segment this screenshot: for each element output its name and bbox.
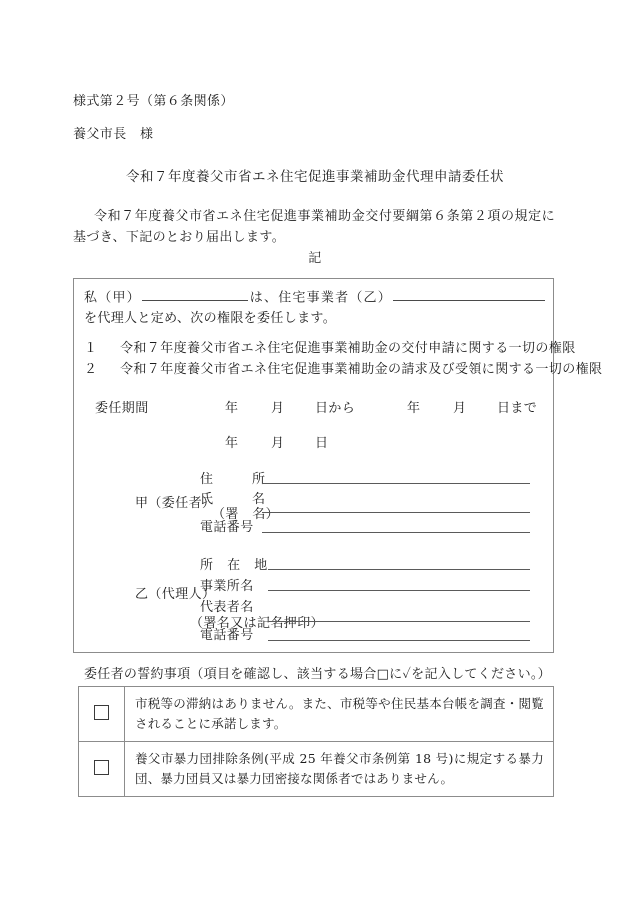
principal-label: 甲（委任者） — [135, 496, 216, 511]
delegation-sentence-part1: 私（甲） — [84, 290, 141, 306]
agent-representative-note: （署名又は記名押印） — [190, 616, 325, 631]
lead-paragraph — [73, 207, 555, 248]
submission-date-day[interactable]: 日 — [315, 436, 329, 451]
authority-item-2-text: 令和７年度養父市省エネ住宅促進事業補助金の請求及び受領に関する一切の権限 — [120, 362, 603, 377]
pledge-heading: 委任者の誓約事項（項目を確認し、該当する場合□に✓を記入してください。） — [84, 667, 551, 682]
pledge-text-2: 養父市暴力団排除条例(平成 25 年養父市条例第 18 号)に規定する暴力団、暴力団員又は暴力団密接な関係者ではありません。 — [125, 742, 554, 797]
principal-address-label: 住 所 — [200, 472, 279, 487]
period-end-day[interactable]: 日まで — [497, 401, 538, 416]
checkbox-icon[interactable] — [94, 705, 109, 720]
agent-phone-label: 電話番号 — [200, 628, 254, 643]
authority-item-2 — [84, 360, 602, 380]
pledge-text-1: 市税等の滞納はありません。また、市税等や住民基本台帳を調査・閲覧されることに承諾します。 — [125, 687, 554, 742]
checkbox-icon[interactable] — [94, 760, 109, 775]
principal-name-label: 氏 名 — [200, 492, 279, 507]
pledge-checkbox-cell-1[interactable] — [79, 687, 125, 742]
period-end-year[interactable]: 年 — [407, 401, 421, 416]
submission-date-month[interactable]: 月 — [271, 436, 285, 451]
pledge-table — [78, 686, 554, 797]
period-start-year[interactable]: 年 — [225, 401, 239, 416]
period-end-month[interactable]: 月 — [453, 401, 467, 416]
principal-phone-input[interactable] — [262, 532, 530, 533]
authority-item-1 — [84, 339, 576, 359]
agent-label: 乙（代理人） — [135, 587, 216, 602]
agent-location-input[interactable] — [268, 569, 530, 570]
lead-paragraph-text: 令和７年度養父市省エネ住宅促進事業補助金交付要綱第６条第２項の規定に基づき、下記のとおり届出します。 — [73, 209, 555, 245]
delegation-sentence — [84, 288, 546, 329]
delegation-sentence-part3: を代理人と定め、次の権限を委任します。 — [84, 310, 337, 326]
form-number: 様式第２号（第６条関係） — [73, 94, 234, 109]
table-row — [79, 687, 554, 742]
pledge-checkbox-cell-2[interactable] — [79, 742, 125, 797]
principal-name-input[interactable] — [262, 512, 530, 513]
principal-phone-label: 電話番号 — [200, 520, 254, 535]
authority-item-1-text: 令和７年度養父市省エネ住宅促進事業補助金の交付申請に関する一切の権限 — [120, 341, 576, 356]
agent-representative-input[interactable] — [268, 621, 530, 622]
submission-date-year[interactable]: 年 — [225, 436, 239, 451]
authority-item-1-number: １ — [84, 341, 98, 356]
agent-location-label: 所 在 地 — [200, 558, 273, 573]
period-start-month[interactable]: 月 — [271, 401, 285, 416]
agent-office-name-input[interactable] — [268, 590, 530, 591]
document-title: 令和７年度養父市省エネ住宅促進事業補助金代理申請委任状 — [126, 169, 504, 185]
delegation-sentence-part2: は、住宅事業者（乙） — [248, 290, 392, 306]
authority-item-2-number: ２ — [84, 362, 98, 377]
agent-office-name-label: 事業所名 — [200, 579, 254, 594]
agent-representative-label: 代表者名 — [200, 600, 254, 615]
agent-phone-input[interactable] — [268, 640, 530, 641]
principal-name-blank[interactable] — [142, 288, 248, 301]
period-start-day[interactable]: 日から — [315, 401, 356, 416]
principal-address-input[interactable] — [262, 483, 530, 484]
period-label: 委任期間 — [95, 401, 149, 416]
table-row — [79, 742, 554, 797]
ki-mark: 記 — [308, 251, 322, 266]
agent-name-blank[interactable] — [393, 288, 545, 301]
addressee-line: 養父市長 様 — [73, 127, 154, 142]
principal-name-note: （署 名） — [212, 507, 280, 522]
